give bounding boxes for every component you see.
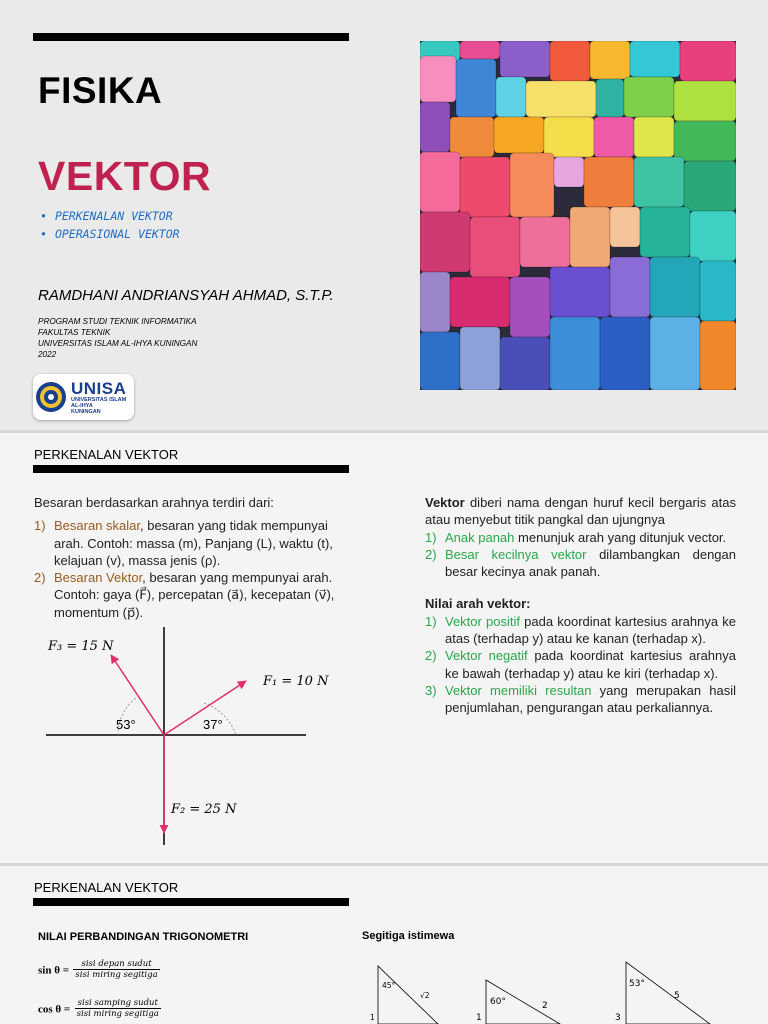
cos-label: cos θ =	[38, 1003, 71, 1016]
direction-heading: Nilai arah vektor:	[425, 596, 531, 612]
list-number: 3)	[425, 682, 437, 698]
vector-term: Vektor	[425, 495, 465, 510]
denominator: sisi miring segitiga	[75, 970, 158, 980]
item-text: , besaran yang tidak mempunyai arah. Contoh: massa (m), Panjang (L), waktu (t), kelajuan (v), massa jenis (ρ).	[54, 518, 333, 568]
topic-item: • OPERASIONAL VEKTOR	[40, 227, 180, 245]
denominator: sisi miring segitiga	[76, 1009, 159, 1019]
list-item	[425, 546, 736, 581]
section-title: PERKENALAN VEKTOR	[34, 880, 179, 895]
sin-label: sin θ =	[38, 964, 69, 977]
item-text: , besaran yang mempunyai arah. Contoh: gaya (F⃗), percepatan (a⃗), kecepatan (v⃗), momentum (p⃗).	[54, 570, 335, 620]
top-bar	[33, 33, 349, 41]
list-number: 2)	[425, 648, 437, 664]
cos-formula	[38, 998, 161, 1019]
institution-line: FAKULTAS TEKNIK	[38, 328, 111, 337]
angle-label: 45°	[382, 981, 396, 990]
item-text: yang merupakan hasil penjumlahan, pengurangan atau perkaliannya.	[445, 682, 736, 716]
term-text: Besaran skalar	[54, 518, 140, 534]
hypotenuse-label: 2	[542, 1001, 548, 1011]
cos-fraction	[75, 998, 161, 1019]
term-text: Vektor positif	[445, 613, 520, 629]
topic-item: • PERKENALAN VEKTOR	[40, 209, 180, 227]
list-item	[34, 569, 349, 621]
angle-label: 53°	[629, 979, 645, 989]
list-item	[425, 682, 736, 717]
definition-text: diberi nama dengan huruf kecil bergaris atas atau menyebut titik pangkal dan ujungnya	[425, 495, 736, 528]
institution-line: 2022	[38, 350, 57, 359]
title-slide	[0, 0, 768, 430]
list-number: 2)	[425, 546, 437, 562]
side-label: 3	[615, 1013, 621, 1023]
intro-text: Besaran berdasarkan arahnya terdiri dari:	[34, 495, 274, 510]
special-triangles	[360, 958, 768, 1024]
item-text: menunjuk arah yang ditunjuk vector.	[514, 529, 727, 545]
sin-formula	[38, 959, 160, 980]
f2-label: F₂ = 25 N	[171, 802, 237, 817]
angle-label: 60°	[490, 997, 506, 1007]
list-item	[34, 517, 349, 569]
logo-line: AL-IHYA	[71, 403, 93, 409]
quantity-list	[34, 517, 349, 621]
left-column	[34, 494, 349, 621]
direction-list	[425, 613, 736, 717]
item-text: dilambangkan dengan besar kecinya anak panah.	[445, 546, 736, 580]
title-bar	[33, 898, 349, 906]
numerator: sisi depan sudut	[73, 959, 159, 970]
list-number: 1)	[34, 518, 46, 534]
trig-heading: NILAI PERBANDINGAN TRIGONOMETRI	[38, 931, 249, 943]
term-text: Besar kecilnya vektor	[445, 546, 587, 562]
logo-line: KUNINGAN	[71, 409, 101, 415]
item-text: pada koordinat kartesius arahnya ke atas (terhadap y) atau ke kanan (terhadap x).	[445, 613, 736, 647]
term-text: Besaran Vektor	[54, 570, 143, 586]
list-number: 1)	[425, 529, 437, 545]
author-name: RAMDHANI ANDRIANSYAH AHMAD, S.T.P.	[38, 287, 334, 304]
force-vector-diagram	[30, 623, 330, 848]
side-label: 1	[476, 1013, 482, 1023]
hypotenuse-label: 5	[674, 991, 680, 1001]
logo-name: UNISA	[71, 379, 127, 398]
topic-list	[40, 209, 180, 245]
f1-label: F₁ = 10 N	[263, 674, 329, 689]
term-text: Anak panah	[445, 529, 515, 545]
hypotenuse-label: √2	[420, 991, 430, 1000]
logo-subtext	[71, 397, 126, 415]
title-bar	[33, 465, 349, 473]
sin-fraction	[73, 959, 159, 980]
term-text: Vektor memiliki resultan	[445, 682, 592, 698]
course-title: FISIKA	[38, 70, 163, 111]
f3-label: F₃ = 15 N	[48, 639, 114, 654]
right-column	[425, 494, 736, 717]
list-item	[425, 647, 736, 682]
special-triangles-heading: Segitiga istimewa	[362, 930, 455, 942]
institution-info	[38, 316, 197, 360]
logo-line: UNIVERSITAS ISLAM	[71, 397, 127, 403]
topic-title: VEKTOR	[38, 153, 212, 199]
institution-line: UNIVERSITAS ISLAM AL-IHYA KUNINGAN	[38, 339, 198, 348]
triangle-53	[626, 962, 710, 1024]
term-text: Vektor negatif	[445, 648, 528, 664]
institution-line: PROGRAM STUDI TEKNIK INFORMATIKA	[38, 317, 197, 326]
colorful-puzzle-image	[420, 41, 736, 390]
trigonometry-slide	[0, 866, 768, 1024]
university-logo	[33, 374, 134, 420]
list-number: 1)	[425, 613, 437, 629]
vector-intro-slide	[0, 433, 768, 863]
vector-definition	[425, 494, 736, 529]
list-item	[425, 613, 736, 648]
numerator: sisi samping sudut	[75, 998, 161, 1009]
list-number: 2)	[34, 570, 46, 586]
angle-left-label: 53°	[116, 717, 136, 732]
section-title: PERKENALAN VEKTOR	[34, 447, 179, 462]
angle-right-label: 37°	[203, 717, 223, 732]
side-label: 1	[370, 1013, 375, 1022]
list-item	[425, 529, 736, 546]
arrow-list	[425, 529, 736, 581]
item-text: pada koordinat kartesius arahnya ke bawah (terhadap y) atau ke kiri (terhadap x).	[445, 648, 736, 681]
